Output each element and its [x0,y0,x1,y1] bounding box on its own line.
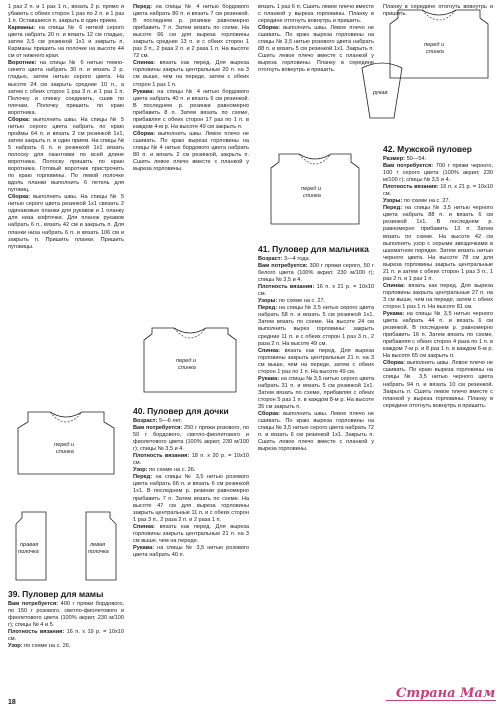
paragraph: Воротник: на спицы № 6 нитью темно-синего цвета набрать 30 п. и вязать 2 р. гладью, затем нитью серого цвета. На высоте 24 см закрыть средние 10 п., а затем с обеих сторон 1 раз 3 п. и 1 раз 1 п. Полочку и спинку соединить, сшив по плечам. Полочку пришить по краю воротника. [8,60,124,116]
paragraph: Сборка: выполнить швы. Левое плечо не сшивать. По краю выреза горловины на спицы № 3,5 нитью розового цвета набрать 88 п. и вязать 5 см резинкой 1х1. Закрыть п. Сшить левое плечо вместе с планкой у выреза горловины. Планку в середине отогнуть вовнутрь и пришить. [258,25,374,74]
svg-text:перед и: перед и [424,42,445,48]
text-column-3 [258,4,374,74]
paragraph: Плотность вязания: 16 п. х 21 р. = 10х10 см. [258,284,374,298]
paragraph: Перед: на спицы № 3,5 нитью серого цвета набрать 58 п. и вязать 5 см резинкой 1х1. Затем вязать по схеме. На высоте 24 см выполнить вырез горловины: закрыть средние 11 п. и с обеих сторон 1 раз 3 п., 2 раза 2 п. На высоте 49 см. [258,305,374,347]
paragraph: Перед: на спицы № 3,5 нитью черного цвета набрать 88 п. и вязать 6 см резинкой 1х1. В последнем р. равномерно прибавить 13 п. Затем вязать по схеме. На высоте 42 см выполнить узор с серыми звездочками в шахматном порядке. Затем вязать нитью черного цвета. На высоте 78 см для выреза горловины закрыть центральные 21 п. и затем с обеих сторон 1 раз 3 п., 1 раз 2 п. и 1 раз 1 п. [383,205,493,282]
figure-label-sleeve: рукав [373,90,388,96]
pattern-drawing-front-back-40 [140,326,240,396]
paragraph: Планку в середине отогнуть вовнутрь и пришить. [383,4,493,18]
paragraph: Сборка: выполнить швы. Левое плечо не сшивать. По краю выреза горловины на спицы № 4 нитью бордового цвета набрать 80 п. и вязать 2 см резинкой, закрыть п. Сшить левое плечо вместе с планкой у выреза горловины. [133,130,249,173]
svg-text:полочка: полочка [88,549,109,555]
watermark-underline [386,700,496,701]
paragraph: Рукава: на спицы № 3,5 нитью черного цвета набрать 44 п. и вязать 6 см резинкой. В последнем р. равномерно прибавить 16 п. Затем вязать по схеме, прибавляя с обеих сторон 4 раза по 1 п. в каждом 7-м р. и 8 раз 1 п. в каждом 6-м р. На высоте 65 см закрыть п. [383,311,493,360]
paragraph: Узор: по схеме на с. 26. [8,643,71,650]
paragraph: Карманы: на спицы № 6 ниткой серого цвета набрать 20 п. и вязать 12 см гладью, затем 3,5 см резинкой 1х1 и закрыть п. Карманы пришить на полочке на высоте 44 см от нижнего края. [8,25,124,60]
paragraph: Сборка: выполнить швы. На спицы № 5 нитью серого цвета набрать по краю проймы 64 п. и вязать 2 см резинкой 1х1, затем закрыть п. в один прием. На спицы № 5 набрать 6 п. и резинкой 1х1 вязать полоску для окантовки по всей длине воротника. Полоску пришить по краю воротника. Готовый воротник пристрочить по краю горловины. По левой полочке вдоль планки выполнить 6 петель для пуговиц. [8,116,124,194]
section-41 [258,240,374,453]
paragraph: Плотность вязания: 16 п. х 19 р. = 10х10 см. [8,629,124,643]
paragraph: Спинка: вязать как перед. Для выреза горловины закрыть центральные 27 п. на 3 см выше, чем на переде, затем с обеих сторон 1 раз 1 п. На высоте 81 см. [383,282,493,310]
paragraph: Узоры: по схеме на с. 27. [383,198,451,205]
paragraph: Узор: по схеме на с. 26. [133,467,196,474]
paragraph: вязать 1 раз 6 п. Сшить левое плечо вместе с планкой у выреза горловины. Планку в середине отогнуть вовнутрь и пришить. [258,4,374,25]
figure-label-front-back: перед и [54,442,75,448]
pattern-drawing-front-back-39 [10,408,122,478]
paragraph: Спинка: вязать как перед. Для выреза горловины закрыть центральные 21 п. на 3 см выше, чем на переде. [133,523,249,544]
pattern-drawing-front-back-41 [265,152,365,228]
svg-text:спинка: спинка [56,449,74,455]
svg-text:правая: правая [20,542,39,548]
paragraph: Вам потребуется: 300 г пряжи серого, 50 г белого цвета (100% акрил; 230 м/100 г); спицы № 3,5 и 4. [258,263,374,284]
paragraph: Сборка: выполнить швы. Левое плечо не сшивать. По краю выреза горловины на спицы № 3,5 нитью черного цвета набрать 94 п. и вязать 10 см резинкой. Закрыть п. Сшить левое плечо вместе с планкой у выреза горловины. Планку в середине отогнуть вовнутрь и пришить. [383,360,493,409]
svg-text:спинка: спинка [426,49,444,55]
section-39 [8,585,124,650]
section-title-42: 42. Мужской пуловер [383,144,472,154]
paragraph: Сборка: выполнить швы. Левое плечо не сшивать. По краю выреза горловины на спицы № 3,5 нитью серого цвета набрать 72 п. и вязать 6 см резинкой 1х1. Закрыть п. Сшить левое плечо вместе с планкой у выреза горловины. [258,411,374,453]
paragraph: Вам потребуется: 250 г пряжи розового, по 50 г бордового, светло-фиолетового и фиолетового цвета (100% акрил; 230 м/100 г); спицы № 3,5 и 4. [133,425,249,453]
text-column-1 [8,4,124,251]
paragraph: Возраст: 3—4 года. [258,256,311,262]
paragraph: Плотность вязания: 18 п. х 20 р. = 10х10 см. [133,453,249,467]
svg-text:перед и: перед и [176,358,197,364]
section-title-39: 39. Пуловер для мамы [8,589,104,599]
svg-text:перед и: перед и [301,186,322,192]
paragraph: Размер: 50—54. [383,156,427,162]
paragraph: Возраст: 5—6 лет. [133,418,183,424]
paragraph: 1 раз 2 п. и 1 раз 1 п., вязать 2 р. прямо и убавить с обеих сторон 1 раз по 2 п. и 1 раз 1 п. Оставшиеся п. закрыть в один прием. [8,4,124,25]
paragraph: Рукава: на спицы № 3,5 нитью серого цвета набрать 31 п. и вязать 5 см резинкой 1х1. Затем вязать по схеме, прибавляя с обеих сторон 5 раз 1 п. в каждом 8-м р. На высоте 35 см закрыть п. [258,375,374,410]
section-40 [133,402,249,559]
paragraph: Спинка: вязать как перед. Для выреза горловины закрыть центральные 20 п. на 3 см выше, чем на переде, затем с обеих сторон 1 раз 1 п. [133,60,249,88]
svg-text:полочка: полочка [18,549,39,555]
text-column-2 [133,4,249,173]
paragraph: Узоры: по схеме на с. 27. [258,298,326,305]
svg-text:спинка: спинка [178,365,196,371]
paragraph: Рукава: на спицы № 4 нитью бордового цвета набрать 40 п. и вязать 6 см резинкой. В последнем р. резинки равномерно прибавить 8 п. Затем вязать по схеме, прибавляя с обеих сторон 17 раз по 1 п. в каждом 4-м р. На высоте 49 см закрыть п. [133,88,249,130]
paragraph: Плотность вязания: 16 п. х 21 р. = 10х10 см. [383,184,493,198]
paragraph: Перед: на спицы № 4 нитью бордового цвета набрать 80 п. и вязать 7 см резинкой. В последнем р. резинки равномерно прибавить 7 п. Затем вязать по схеме. На высоте 66 см для выреза горловины закрыть средние 13 п. и с обеих сторон 1 раз 3 п., 2 раза 2 п. и 2 раза 1 п. На высоте 72 см. [133,4,249,60]
section-42 [383,140,493,410]
pattern-drawing-cardigan-fronts [10,510,122,584]
paragraph: Вам потребуется: 700 г пряжи черного, 100 г серого цвета (100% акрил; 230 м/100 г); спицы № 3,5 и 4. [383,163,493,184]
page-number: 18 [8,699,16,706]
svg-text:спинка: спинка [303,193,321,199]
section-title-40: 40. Пуловер для дочки [133,406,229,416]
paragraph: Вам потребуется: 400 г пряжи бордового, по 150 г розового, светло-фиолетового и фиолетового цвета (100% акрил; 230 м/100 г); спицы № 4 и 5. [8,601,124,629]
paragraph: Перед: на спицы № 3,5 нитью розового цвета набрать 66 п. и вязать 6 см резинкой 1х1. В последнем р. резинки равномерно прибавить 7 п. Затем вязать по схеме. На высоте 47 см для выреза горловины закрыть центральные 11 п. и с обеих сторон 1 раз 3 п., 2 раза 2 п. и 2 раза 1 п. [133,474,249,523]
section-title-41: 41. Пуловер для мальчика [258,244,369,254]
site-watermark: Страна Мам [396,686,496,701]
paragraph: Сборка: выполнить швы. На спицы № 5 нитью серого цвета резинкой 1х1 связать 2 одинаковые планки для рукавов и 1 планку для низа кофточки. Для планок рукавов набрать 6 п., вязать 42 см и закрыть п. Для планки низа набрать 6 п. и вязать 106 см и закрыть п. Пришить планки. Пришить пуговицы. [8,194,124,250]
svg-text:левая: левая [90,542,106,548]
paragraph: Рукава: на спицы № 3,5 нитью розового цвета набрать 40 п. [133,544,249,558]
pattern-drawing-sleeve [360,60,404,120]
paragraph: Спинка: вязать как перед. Для выреза горловины закрыть центральные 21 п. на 3 см выше, чем на переде, затем с обеих сторон 1 раз по 1 п. На высоте 49 см. [258,347,374,375]
